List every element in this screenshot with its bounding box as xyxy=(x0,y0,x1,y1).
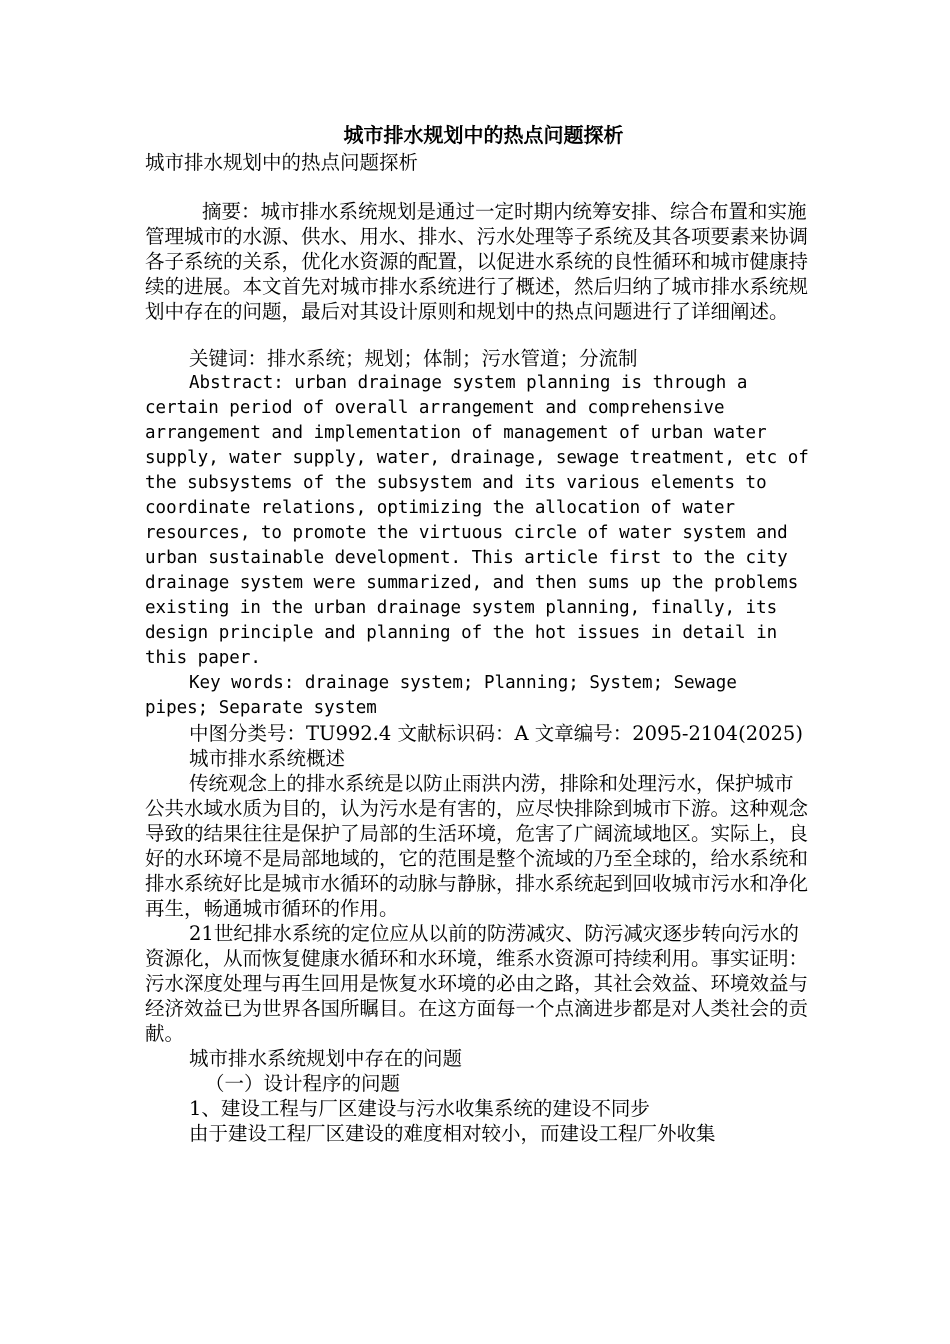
section1-heading: 城市排水系统概述 xyxy=(189,747,346,770)
item1-paragraph: 由于建设工程厂区建设的难度相对较小，而建设工程厂外收集 xyxy=(189,1122,716,1145)
keywords-cn: 关键词：排水系统；规划；体制；污水管道；分流制 xyxy=(189,347,638,370)
subsection1-heading: （一）设计程序的问题 xyxy=(205,1072,401,1095)
keywords-en: Key words: drainage system; Planning; System; Sewage pipes; Separate system xyxy=(145,673,737,718)
abstract-en: Abstract: urban drainage system planning is through a certain period of overall arrangement and comprehensive arrangement and implementation of management of urban water supply, water supply, water, drainage, sewage treatment, etc of the subsystems of the subsystem and its various elements to coordinate relations, optimizing the allocation of water resources, to promote the virtuous circle of water system and urban sustainable development. This article first to the city drainage system were summarized, and then sums up the problems existing in the urban drainage system planning, finally, its design principle and planning of the hot issues in detail in this paper. xyxy=(145,373,809,668)
document-subtitle: 城市排水规划中的热点问题探析 xyxy=(145,151,419,174)
document-title: 城市排水规划中的热点问题探析 xyxy=(343,123,624,147)
section1-paragraph: 21世纪排水系统的定位应从以前的防涝减灾、防污减灾逐步转向污水的资源化，从而恢复健康水循环和水环境，维系水资源可持续利用。事实证明：污水深度处理与再生回用是恢复水环境的必由之路，其社会效益、环境效益与经济效益已为世界各国所瞩目。在这方面每一个点滴进步都是对人类社会的贡献。 xyxy=(145,922,809,1045)
classification-line: 中图分类号：TU992.4 文献标识码：A 文章编号：2095-2104(2025) xyxy=(189,722,803,745)
item1-heading: 1、建设工程与厂区建设与污水收集系统的建设不同步 xyxy=(189,1097,650,1120)
section2-heading: 城市排水系统规划中存在的问题 xyxy=(189,1047,463,1070)
section1-paragraph: 传统观念上的排水系统是以防止雨洪内涝，排除和处理污水，保护城市公共水域水质为目的，认为污水是有害的，应尽快排除到城市下游。这种观念导致的结果往往是保护了局部的生活环境，危害了广阔流域地区。实际上，良好的水环境不是局部地域的，它的范围是整个流域的乃至全球的，给水系统和排水系统好比是城市水循环的动脉与静脉，排水系统起到回收城市污水和净化再生，畅通城市循环的作用。 xyxy=(145,772,809,920)
abstract-cn: 摘要：城市排水系统规划是通过一定时期内统筹安排、综合布置和实施管理城市的水源、供水、用水、排水、污水处理等子系统及其各项要素来协调各子系统的关系，优化水资源的配置，以促进水系统的良性循环和城市健康持续的进展。本文首先对城市排水系统进行了概述，然后归纳了城市排水系统规划中存在的问题，最后对其设计原则和规划中的热点问题进行了详细阐述。 xyxy=(145,200,809,323)
document-page xyxy=(145,120,810,1146)
